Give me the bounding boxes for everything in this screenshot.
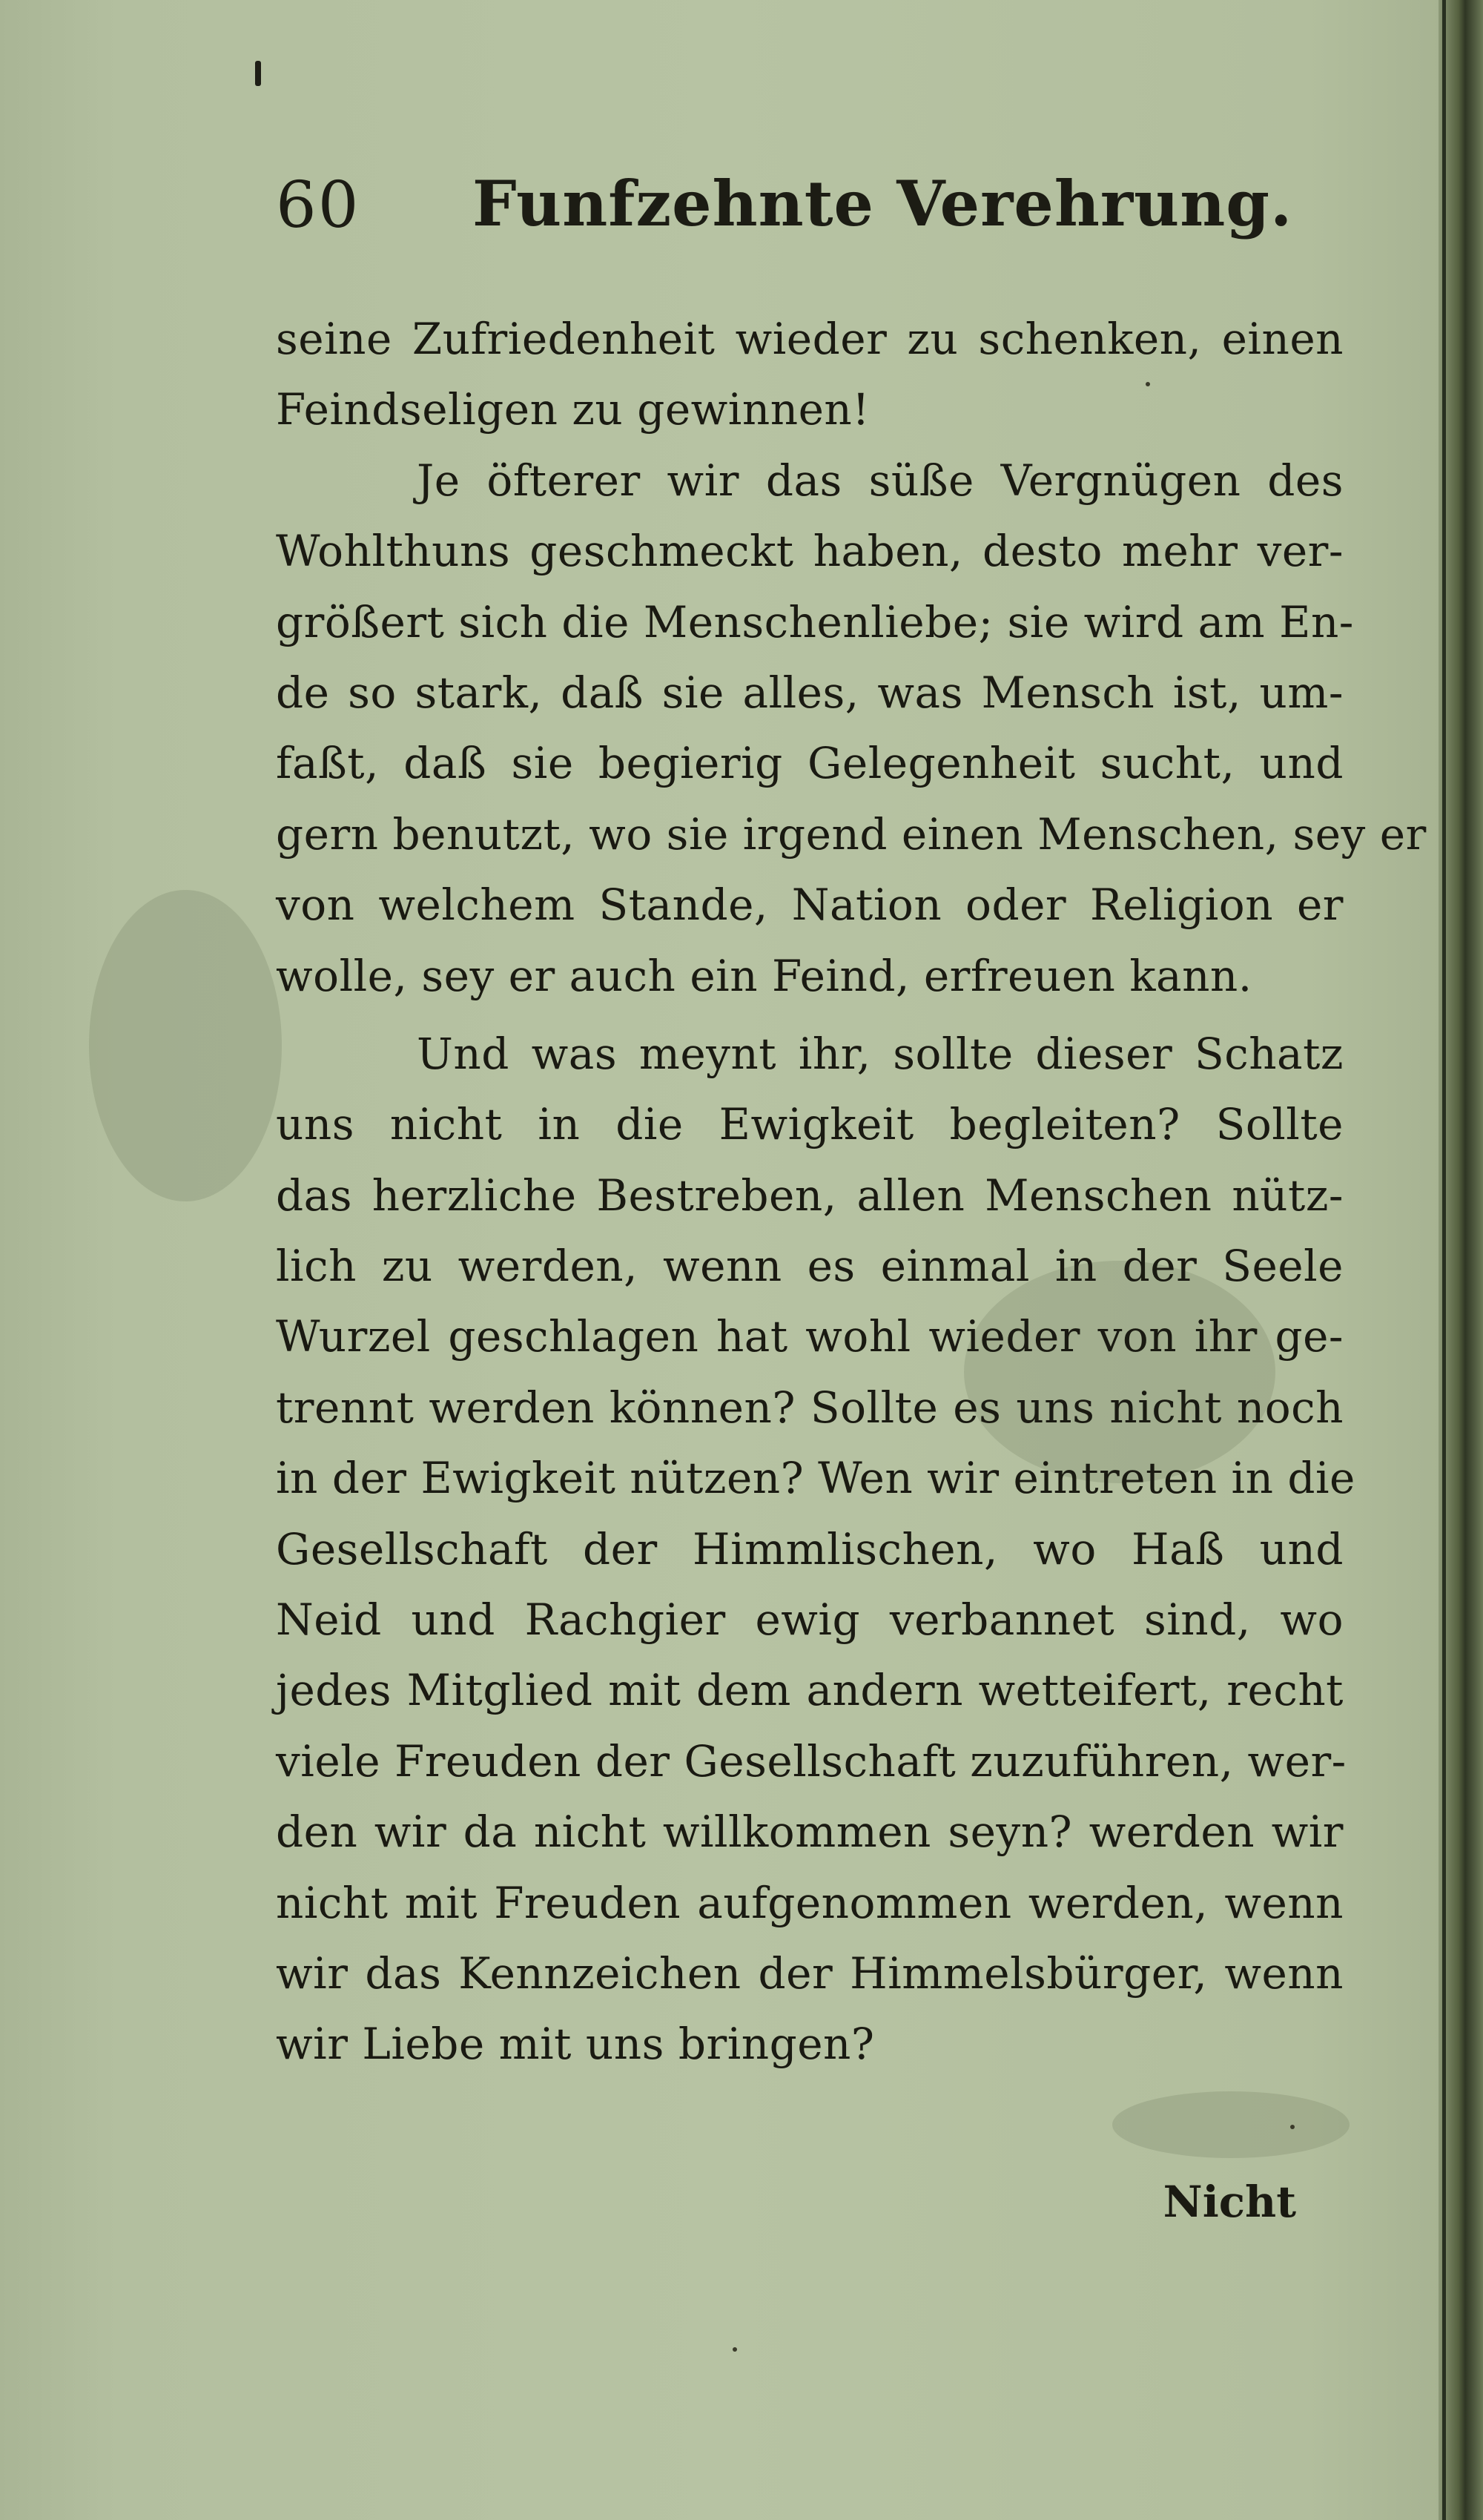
text-line: trennt werden können? Sollte es uns nicht noch [276,1382,1344,1433]
running-head: Funfzehnte Verehrung. [472,167,1293,240]
text-line: seine Zufriedenheit wieder zu schenken, einen [276,314,1344,364]
ink-speck [1290,2125,1295,2129]
text-line: lich zu werden, wenn es einmal in der Seele [276,1241,1344,1292]
text-line: faßt, daß sie begierig Gelegenheit sucht, und [276,738,1344,789]
gutter-line [1442,0,1446,2520]
text-line: Gesellschaft der Himmlischen, wo Haß und [276,1523,1344,1574]
text-line: Und was meynt ihr, sollte dieser Schatz [417,1028,1344,1079]
paper-stain [89,890,282,1201]
ink-speck [733,2347,737,2352]
page-number: 60 [276,168,360,243]
text-line: Wohlthuns geschmeckt haben, desto mehr ver- [276,526,1344,577]
text-line: jedes Mitglied mit dem andern wetteifert, recht [276,1665,1344,1716]
text-line: Feindseligen zu gewinnen! [276,384,871,435]
text-line: in der Ewigkeit nützen? Wen wir eintreten in die [276,1453,1355,1504]
body-text [276,304,1427,2080]
paper-stain [1112,2091,1350,2158]
text-line: den wir da nicht willkommen seyn? werden wir [276,1807,1344,1858]
text-line: das herzliche Bestreben, allen Menschen nütz- [276,1170,1344,1221]
text-line: größert sich die Menschenliebe; sie wird am En- [276,596,1354,647]
ink-mark [255,61,261,86]
text-line: Wurzel geschlagen hat wohl wieder von ihr ge- [276,1311,1344,1362]
text-line: viele Freuden der Gesellschaft zuzuführen, wer- [276,1735,1347,1787]
text-line: wolle, sey er auch ein Feind, erfreuen kann. [276,950,1252,1001]
text-line: gern benutzt, wo sie irgend einen Menschen, sey er [276,808,1427,860]
text-line: uns nicht in die Ewigkeit begleiten? Sollte [276,1099,1344,1150]
text-line: Je öfterer wir das süße Vergnügen des [417,455,1344,506]
catchword: Nicht [1163,2177,1296,2227]
text-line: Neid und Rachgier ewig verbannet sind, wo [276,1594,1344,1646]
text-line: wir das Kennzeichen der Himmelsbürger, wenn [276,1947,1344,1999]
text-line: nicht mit Freuden aufgenommen werden, wenn [276,1877,1344,1928]
page-header [276,159,1344,256]
text-line: wir Liebe mit uns bringen? [276,2019,875,2070]
text-line: de so stark, daß sie alles, was Mensch ist, um- [276,667,1344,718]
text-line: von welchem Stande, Nation oder Religion er [276,880,1344,931]
